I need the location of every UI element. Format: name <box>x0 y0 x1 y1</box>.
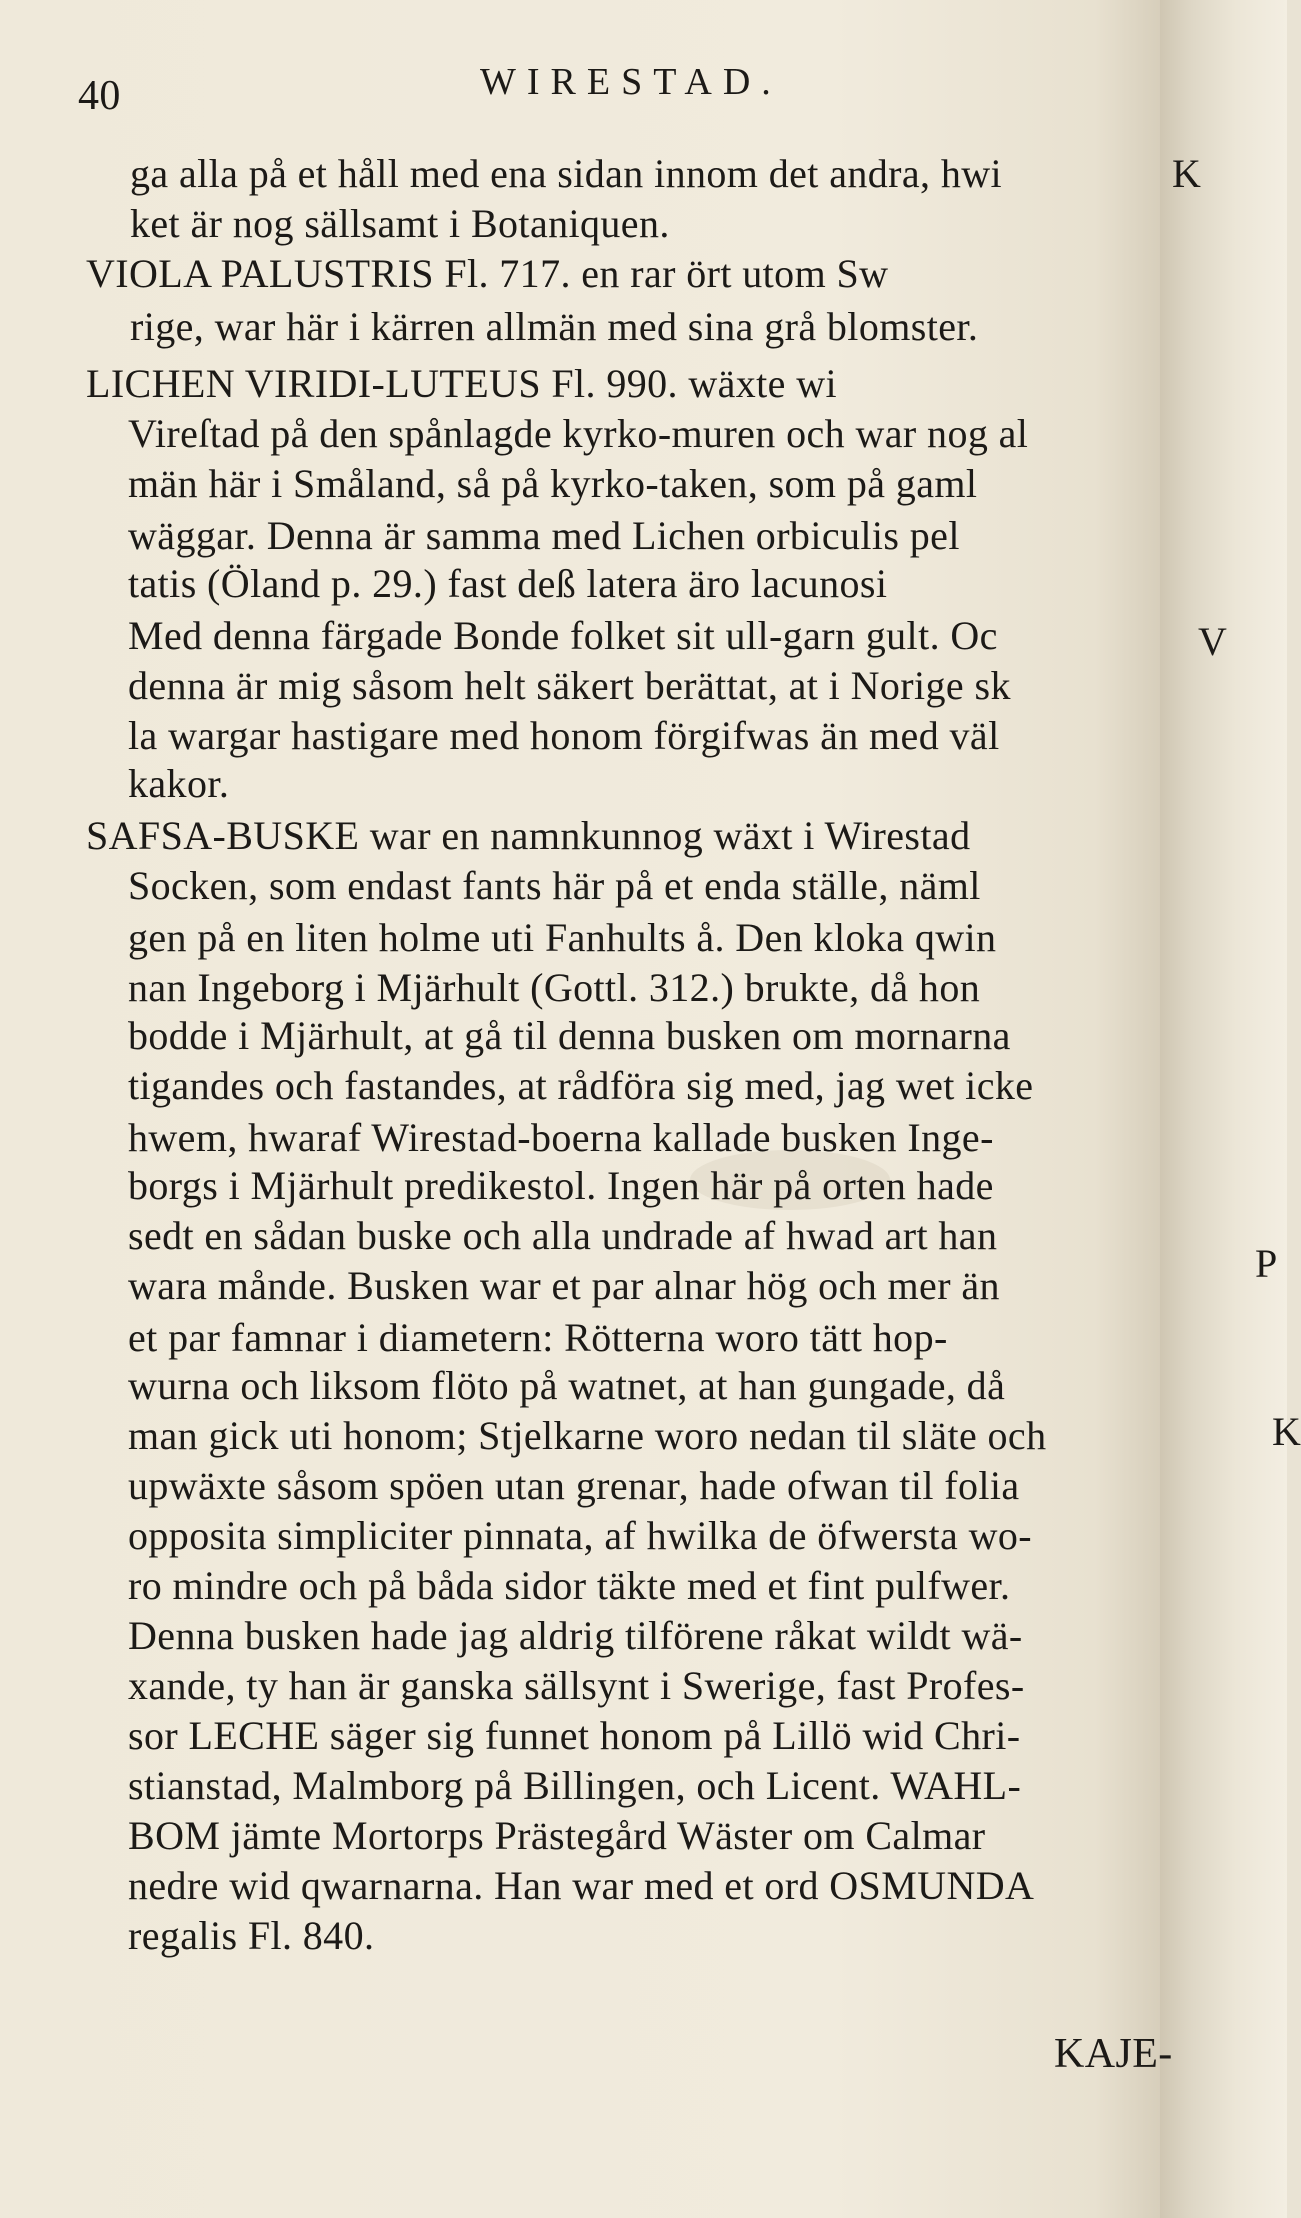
page-number: 40 <box>78 73 121 119</box>
text-line: ro mindre och på båda sidor täkte med et fint pulfwer. <box>128 1563 1011 1608</box>
margin-letter-p: P <box>1255 1241 1278 1286</box>
margin-letter-k: K <box>1172 151 1201 196</box>
text-line: sedt en sådan buske och alla undrade af hwad art han <box>128 1213 998 1258</box>
text-line: wäggar. Denna är samma med Lichen orbiculis pel <box>128 513 960 558</box>
catchword: KAJE- <box>1054 2031 1173 2077</box>
text-line: LICHEN VIRIDI-LUTEUS Fl. 990. wäxte wi <box>86 361 838 406</box>
text-line: sor LECHE säger sig funnet honom på Lillö wid Chri- <box>128 1713 1021 1758</box>
text-line: tigandes och fastandes, at rådföra sig med, jag wet icke <box>128 1063 1034 1108</box>
text-line: bodde i Mjärhult, at gå til denna busken om mornarna <box>128 1013 1011 1058</box>
text-line: rige, war här i kärren allmän med sina grå blomster. <box>130 304 979 349</box>
text-line: SAFSA-BUSKE war en namnkunnog wäxt i Wirestad <box>86 813 971 858</box>
text-line: gen på en liten holme uti Fanhults å. Den kloka qwin <box>128 915 997 960</box>
margin-letter-v: V <box>1198 619 1227 664</box>
text-line: borgs i Mjärhult predikestol. Ingen här på orten hade <box>128 1163 994 1208</box>
text-line: BOM jämte Mortorps Prästegård Wäster om Calmar <box>128 1813 986 1858</box>
text-line: tatis (Öland p. 29.) fast deß latera äro lacunosi <box>128 561 888 606</box>
text-line: man gick uti honom; Stjelkarne woro nedan til släte och <box>128 1413 1047 1458</box>
text-line: denna är mig såsom helt säkert berättat, at i Norige sk <box>128 663 1011 708</box>
text-line: Denna busken hade jag aldrig tilförene råkat wildt wä- <box>128 1613 1023 1658</box>
text-line: xande, ty han är ganska sällsynt i Swerige, fast Profes- <box>128 1663 1025 1708</box>
text-line: upwäxte såsom spöen utan grenar, hade ofwan til folia <box>128 1463 1020 1508</box>
text-line: stianstad, Malmborg på Billingen, och Licent. WAHL- <box>128 1763 1022 1808</box>
text-line: män här i Småland, så på kyrko-taken, som på gaml <box>128 461 978 506</box>
text-line: ket är nog sällsamt i Botaniquen. <box>130 201 670 246</box>
binding-shadow <box>1160 0 1287 2218</box>
running-head: WIRESTAD. <box>480 61 782 103</box>
text-line: Vireſtad på den spånlagde kyrko-muren och war nog al <box>128 411 1029 456</box>
margin-letter-k2: K <box>1272 1409 1301 1454</box>
text-line: opposita simpliciter pinnata, af hwilka de öfwersta wo- <box>128 1513 1032 1558</box>
text-line: wara månde. Busken war et par alnar hög och mer än <box>128 1263 1000 1308</box>
text-line: nedre wid qwarnarna. Han war med et ord OSMUNDA <box>128 1863 1035 1908</box>
text-line: ga alla på et håll med ena sidan innom det andra, hwi <box>130 151 1003 196</box>
text-line: wurna och liksom flöto på watnet, at han gungade, då <box>128 1363 1006 1408</box>
text-line: Socken, som endast fants här på et enda ställe, näml <box>128 863 981 908</box>
text-line: Med denna färgade Bonde folket sit ull-garn gult. Oc <box>128 613 998 658</box>
text-line: la wargar hastigare med honom förgifwas än med väl <box>128 713 1000 758</box>
text-line: et par famnar i diametern: Rötterna woro tätt hop- <box>128 1315 948 1360</box>
text-line: hwem, hwaraf Wirestad-boerna kallade busken Inge- <box>128 1115 994 1160</box>
text-line: regalis Fl. 840. <box>128 1913 375 1958</box>
text-line: kakor. <box>128 761 230 806</box>
text-line: VIOLA PALUSTRIS Fl. 717. en rar ört utom Sw <box>86 251 889 296</box>
text-line: nan Ingeborg i Mjärhult (Gottl. 312.) brukte, då hon <box>128 965 981 1010</box>
